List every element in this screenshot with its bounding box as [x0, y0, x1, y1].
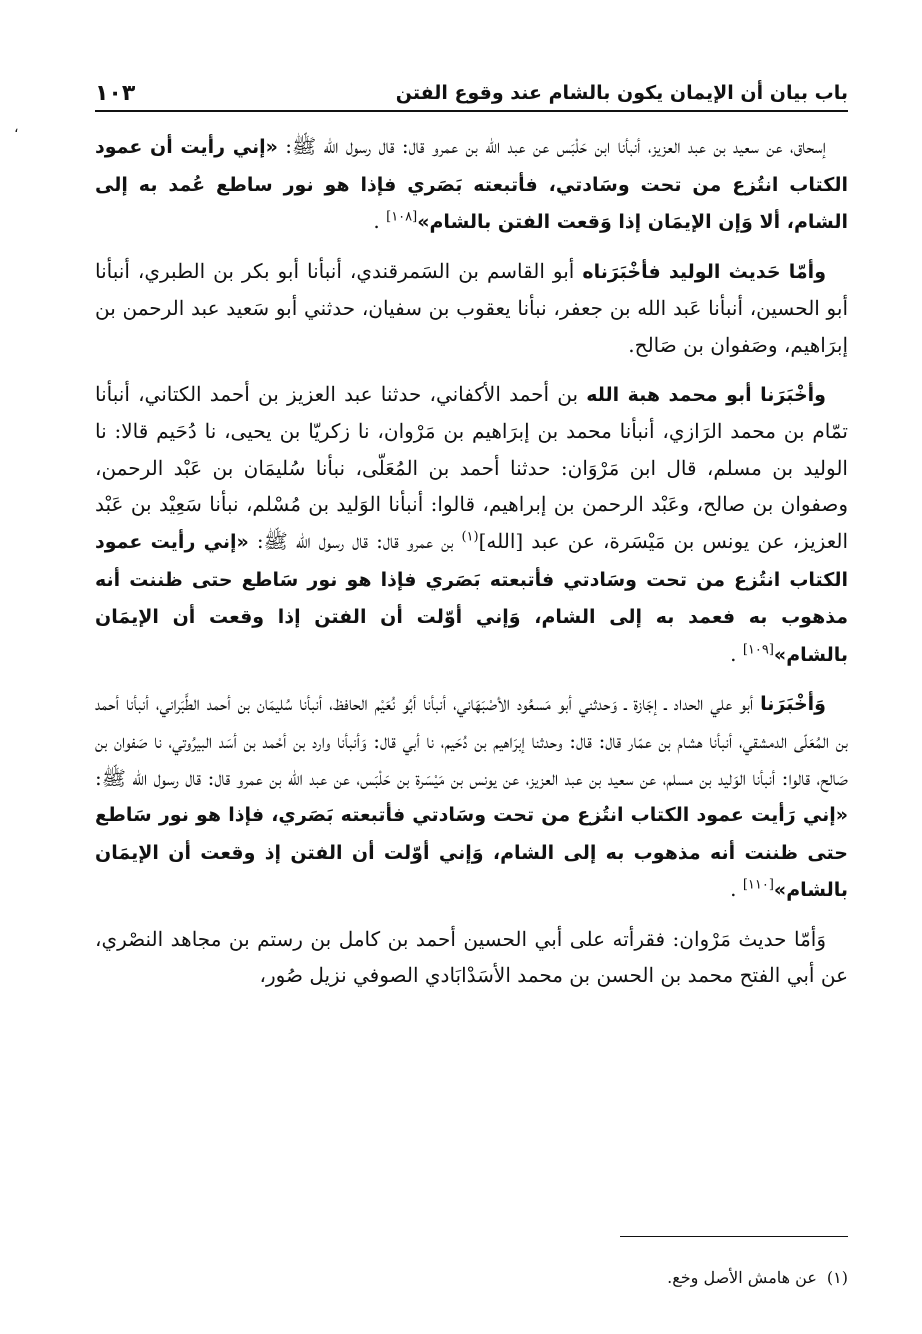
- text-segment: .: [730, 877, 743, 902]
- paragraph-4: [95, 685, 848, 909]
- running-header: [95, 66, 848, 112]
- narration-heading: وَأخْبَرَنا: [760, 693, 826, 716]
- footnote: [667, 1268, 848, 1287]
- footnote-number: (١): [826, 1268, 848, 1287]
- body-text: [95, 128, 848, 1006]
- hadith-quote: «إني رأيت عمود الكتاب انتُزع من تحت وسَادتي فأتبعته بَصَري فإذا هو نور سَاطع حتى ظننت أنه مذهوب به فعمد به إلى الشام، وَإني أوّلت أن الفتن إذا وقعت أن الإيمَان بالشام»: [95, 530, 848, 666]
- paragraph-5: [95, 921, 848, 994]
- text-segment: بن عمرو قال: قال رسول الله ﷺ:: [248, 528, 462, 553]
- text-segment: .: [373, 209, 387, 234]
- paragraph-2: [95, 253, 848, 364]
- page-number: ١٠٣: [95, 81, 136, 106]
- chapter-title: باب بيان أن الإيمان يكون بالشام عند وقوع الفتن: [395, 82, 848, 104]
- text-segment: أبو القاسم بن السَمرقندي، أنبأنا أبو بكر بن الطبري، أنبأنا أبو الحسين، أنبأنا عَبد الله بن جعفر، نبأنا يعقوب بن سفيان، حدثني أبو سَعيد عبد الرحمن بن إبرَاهيم، وصَفوان بن صَالح.: [95, 258, 848, 357]
- text-segment: وَأمّا حديث مَرْوان: فقرأته على أبي الحسين أحمد بن كامل بن رستم بن مجاهد النصْري، عن أبي الفتح محمد بن الحسن بن محمد الأسَدْابَادي الصوفي نزيل صُور،: [95, 926, 848, 988]
- margin-mark: ،: [14, 120, 19, 136]
- hadith-reference: [١٠٩]: [742, 642, 774, 658]
- narration-heading: وأخْبَرَنا أبو محمد هبة الله: [586, 383, 826, 406]
- text-segment: إسحاق، عن سعيد بن عبد العزيز، أنبأنا ابن حَلْبَس عن عبد الله بن عمرو قال: قال رسول الله ﷺ:: [277, 134, 827, 158]
- hadith-reference: [١٠٨]: [386, 209, 418, 225]
- hadith-reference: [١١٠]: [742, 877, 774, 893]
- text-segment: بن أحمد الأكفاني، حدثنا عبد العزيز بن أحمد الكتاني، أنبأنا تمّام بن محمد الرَازي، أنبأنا محمد بن إبرَاهيم بن مَرْوان، نا زكريّا بن يحيى، نا دُحَيم قالا: نا الوليد بن مسلم، قال ابن مَرْوَان: حدثنا أحمد بن المُعَلّى، نبأنا سُليمَان بن عَبْد الرحمن، وصفوان بن صالح، وعَبْد الرحمن بن إبراهيم، قالوا: أنبأنا الوَليد بن مُسْلم، نبأنا سَعِيْد بن عَبْد العزيز، عن يونس بن مَيْسَرة، عن عبد [الله]: [95, 381, 848, 553]
- paragraph-3: [95, 376, 848, 674]
- hadith-quote: «إني رأيت أن عمود الكتاب انتُزع من تحت وسَادتي، فأتبعته بَصَري فإذا هو نور ساطع عُمد به إلى الشام، ألا وَإن الإيمَان إذا وَقعت الفتن بالشام»: [95, 136, 848, 234]
- footnote-text: عن هامش الأصل وخع.: [667, 1268, 817, 1287]
- narration-heading: وأمّا حَديث الوليد فأخْبَرَناه: [582, 260, 827, 283]
- text-segment: .: [730, 641, 743, 666]
- paragraph-1: [95, 128, 848, 241]
- text-segment: أبو علي الحداد ـ إجَازة ـ وَحدثني أبو مَسعُود الأصْبَهَاني، أنبأنا أبُو نُعَيْم الحافظ، أنبأنا سُليمَان بن أحمد الطَّبَراني، أنبأنا أحمد بن المُعَلّى الدمشقي، أنبأنا هشام بن عمّار قال: قال: وحدثنا إبرَاهيم بن دُحَيم، نا أبي قال: وَأنبأنا وارد بن أحْمد بن أسَد البيرُوتي، نا صَفوان بن صَالح، قالوا: أنبأنا الوَليد بن مسلم، عن سعيد بن عبد العزيز، عن يونس بن مَيْسَرة بن حَلْبَس، عن عبد الله بن عمرو قال: قال رسول الله ﷺ:: [95, 691, 848, 790]
- hadith-quote: «إني رَأيت عمود الكتاب انتُزع من تحت وسَادتي فأتبعته بَصَري، فإذا هو نور سَاطع حتى ظننت أنه مذهوب به إلى الشام، وَإني أوّلت أن الفتن إذ وقعت أن الإيمَان بالشام»: [95, 804, 848, 902]
- footnote-divider: [620, 1236, 848, 1237]
- footnote-marker: (١): [461, 529, 479, 545]
